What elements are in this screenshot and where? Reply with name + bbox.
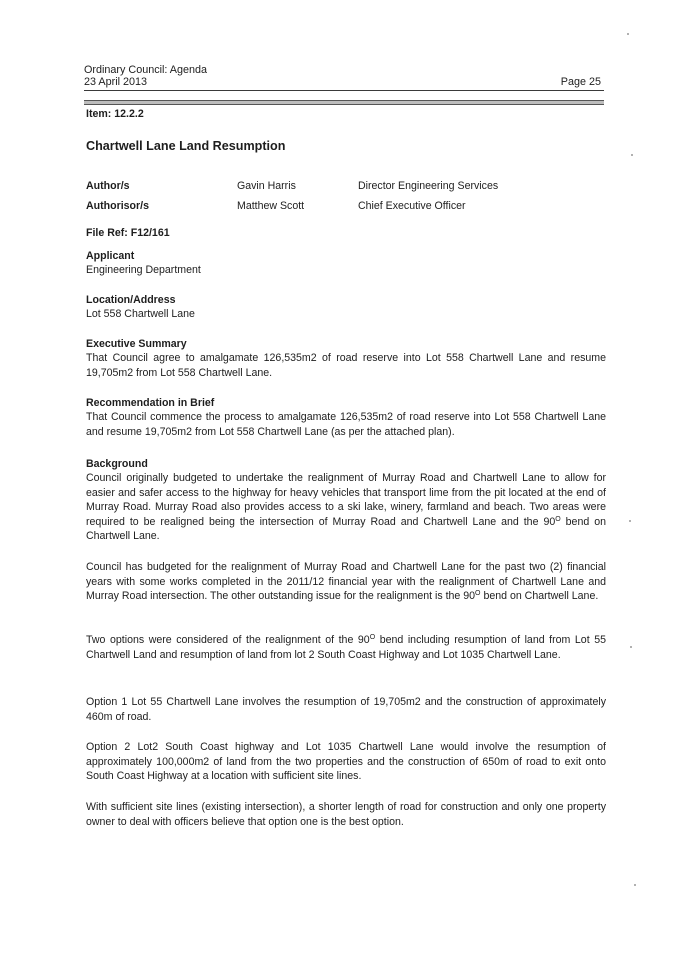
file-reference: File Ref: F12/161 bbox=[86, 227, 170, 239]
background-p1-end: bend on Chartwell Lane. bbox=[86, 515, 606, 543]
authorisor-position: Chief Executive Officer bbox=[358, 200, 466, 212]
applicant-text: Engineering Department bbox=[86, 264, 201, 276]
background-section bbox=[86, 457, 606, 544]
background-p3-text: Two options were considered of the realignment of the 90 bbox=[86, 634, 370, 646]
authorisor-role: Authorisor/s bbox=[86, 200, 149, 212]
background-p1-text: Council originally budgeted to undertake the realignment of Murray Road and Chartwell Lane to allow for easier and safer access to the highway for heavy vehicles that transport lime from the pit located at the end of Murray Road. Murray Road also provides access to a ski lake, winery, farmland and beach. Two areas were required to be realigned being the intersection of Murray Road and Chartwell Lane and the 90 bbox=[86, 472, 606, 528]
header-agenda-title: Ordinary Council: Agenda bbox=[84, 64, 208, 76]
background-paragraph-1 bbox=[86, 471, 606, 544]
scan-speck bbox=[627, 33, 629, 35]
option-2-text: Option 2 Lot2 South Coast highway and Lot 1035 Chartwell Lane would involve the resumption of approximately 100,000m2 of land from the two properties and the construction of 650m of road to exit onto South Coast Highway at a location with sufficient site lines. bbox=[86, 741, 606, 783]
recommendation-text: That Council commence the process to amalgamate 126,535m2 of road reserve into Lot 558 Chartwell Lane and resume 19,705m2 from Lot 558 Chartwell Lane (as per the attached plan). bbox=[86, 411, 606, 438]
background-paragraph-4 bbox=[86, 695, 606, 724]
item-double-rule bbox=[84, 100, 604, 105]
background-paragraph-5 bbox=[86, 740, 606, 784]
applicant-heading: Applicant bbox=[86, 250, 135, 262]
header-date: 23 April 2013 bbox=[84, 76, 148, 88]
report-title: Chartwell Lane Land Resumption bbox=[86, 139, 286, 153]
authorisor-name: Matthew Scott bbox=[237, 200, 305, 212]
background-p3-end: bend including resumption of land from Lot 55 Chartwell Land and resumption of land from lot 2 South Coast Highway and Lot 1035 Chartwell Lane. bbox=[86, 634, 606, 661]
executive-summary-heading: Executive Summary bbox=[86, 338, 187, 350]
authorisor-row bbox=[86, 199, 606, 219]
conclusion-text: With sufficient site lines (existing intersection), a shorter length of road for construction and only one property owner to deal with officers believe that option one is the best option. bbox=[86, 801, 606, 828]
page-number: Page 25 bbox=[560, 76, 601, 88]
degree-mark: O bbox=[475, 590, 481, 598]
location-text: Lot 558 Chartwell Lane bbox=[86, 308, 195, 320]
header-rule bbox=[84, 90, 604, 91]
location-section bbox=[86, 293, 606, 322]
item-number: Item: 12.2.2 bbox=[86, 108, 144, 120]
page-header bbox=[84, 64, 604, 88]
scan-speck bbox=[631, 154, 633, 156]
scan-speck bbox=[634, 884, 636, 886]
authors-table bbox=[86, 179, 606, 219]
background-paragraph-6 bbox=[86, 800, 606, 829]
applicant-section bbox=[86, 249, 606, 278]
scan-speck bbox=[629, 520, 631, 522]
option-1-text: Option 1 Lot 55 Chartwell Lane involves the resumption of 19,705m2 and the construction of approximately 460m of road. bbox=[86, 696, 606, 723]
author-position: Director Engineering Services bbox=[358, 180, 499, 192]
background-heading: Background bbox=[86, 458, 148, 470]
author-row bbox=[86, 179, 606, 199]
scan-speck bbox=[630, 646, 632, 648]
degree-mark: O bbox=[369, 634, 376, 641]
background-p2-text: Council has budgeted for the realignment of Murray Road and Chartwell Lane for the past two (2) financial years with some works completed in the 2011/12 financial year with the realignment of Chartwell Lane and Murray Road intersection. The other outstanding issue for the realignment is the 90 bbox=[86, 561, 606, 603]
executive-summary-section bbox=[86, 337, 606, 380]
recommendation-section bbox=[86, 396, 606, 439]
background-p2-end: bend on Chartwell Lane. bbox=[480, 590, 599, 603]
author-name: Gavin Harris bbox=[237, 180, 296, 192]
executive-summary-text: That Council agree to amalgamate 126,535m2 of road reserve into Lot 558 Chartwell Lane and resume 19,705m2 from Lot 558 Chartwell Lane. bbox=[86, 352, 606, 379]
background-paragraph-3 bbox=[86, 633, 606, 662]
background-paragraph-2 bbox=[86, 560, 606, 604]
recommendation-heading: Recommendation in Brief bbox=[86, 397, 215, 409]
author-role: Author/s bbox=[86, 180, 130, 192]
location-heading: Location/Address bbox=[86, 294, 176, 306]
degree-mark: O bbox=[555, 515, 561, 523]
